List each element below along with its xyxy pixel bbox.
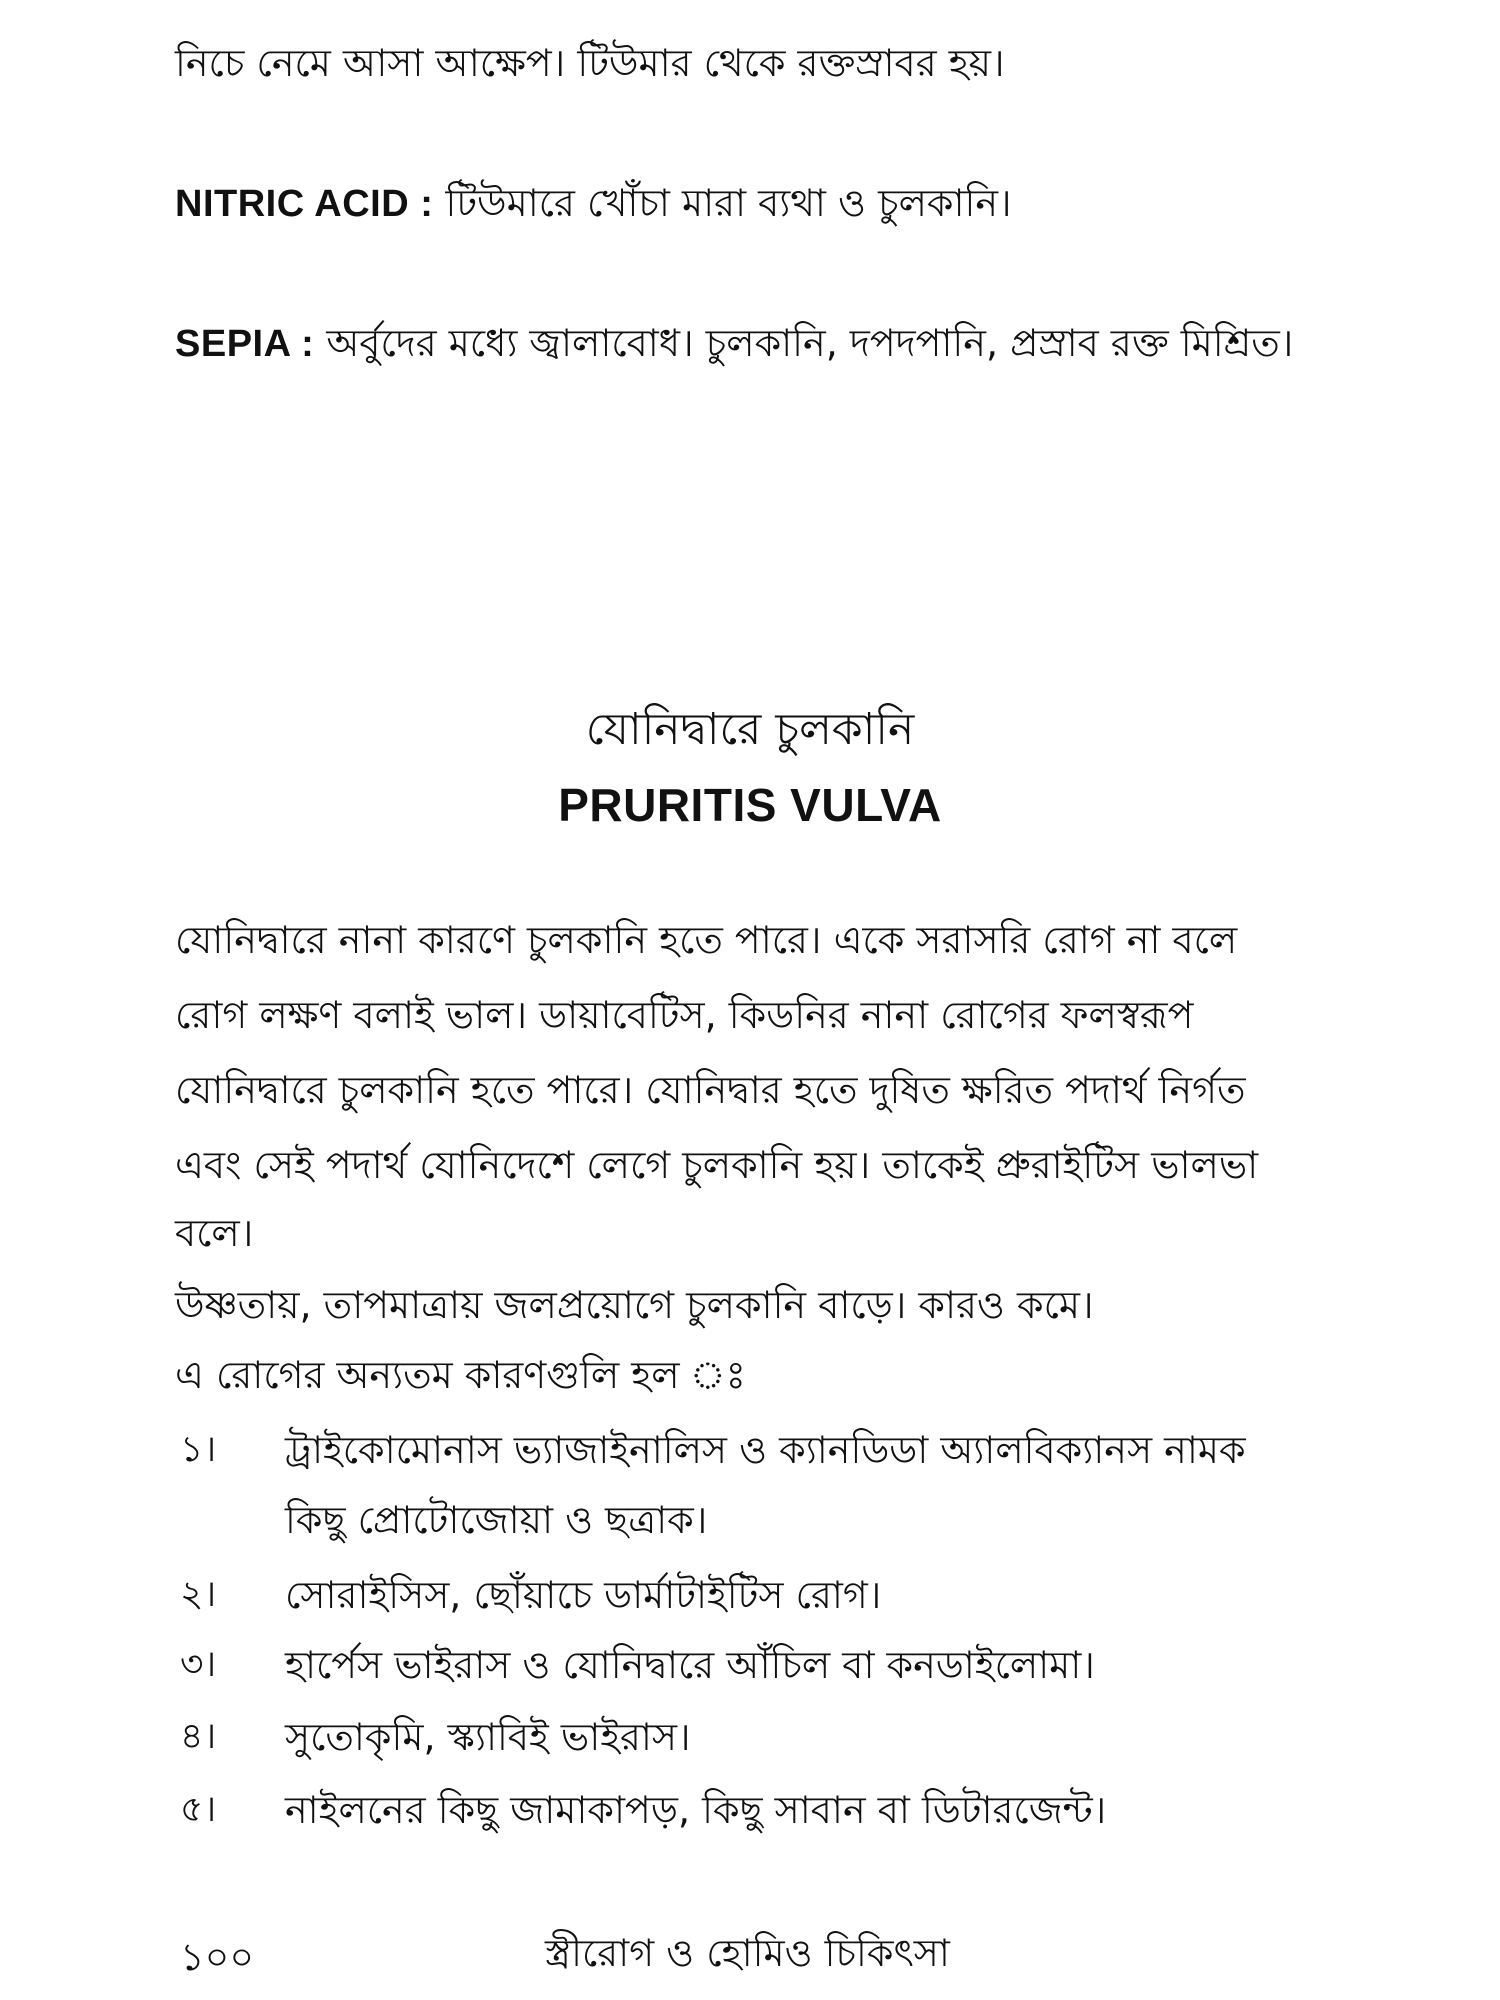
remedy-name: NITRIC ACID : [175, 183, 434, 225]
list-item-number: ২। [180, 1574, 217, 1615]
section-title-english: PRURITIS VULVA [558, 779, 942, 831]
running-footer-title: স্ত্রীরোগ ও হোমিও চিকিৎসা [545, 1931, 950, 1975]
list-item-number: ১। [180, 1429, 217, 1470]
continuation-line: নিচে নেমে আসা আক্ষেপ। টিউমার থেকে রক্তস্রাবর হয়। [175, 41, 1005, 85]
paragraph-line: এবং সেই পদার্থ যোনিদেশে লেগে চুলকানি হয়। তাকেই প্রুরাইটিস ভালভা [175, 1143, 1259, 1187]
paragraph-line: বলে। [175, 1211, 254, 1255]
list-item-text: ট্রাইকোমোনাস ভ্যাজাইনালিস ও ক্যানডিডা অ্যালবিক্যানস নামক [285, 1428, 1246, 1472]
list-item-text: কিছু প্রোটোজোয়া ও ছত্রাক। [285, 1498, 708, 1542]
list-item-text: হার্পেস ভাইরাস ও যোনিদ্বারে আঁচিল বা কনডাইলোমা। [285, 1643, 1095, 1687]
remedy-name: SEPIA : [175, 323, 315, 365]
remedy-description: টিউমারে খোঁচা মারা ব্যথা ও চুলকানি। [433, 181, 1012, 225]
remedy-sepia [175, 318, 1355, 369]
paragraph-line: রোগ লক্ষণ বলাই ভাল। ডায়াবেটিস, কিডনির নানা রোগের ফলস্বরূপ [175, 993, 1194, 1037]
remedy-nitric-acid [175, 178, 1355, 229]
paragraph-line: যোনিদ্বারে চুলকানি হতে পারে। যোনিদ্বার হতে দুষিত ক্ষরিত পদার্থ নির্গত [175, 1068, 1246, 1112]
list-item-number: ৫। [180, 1789, 217, 1830]
list-item-number: ৩। [180, 1644, 217, 1685]
paragraph-line: যোনিদ্বারে নানা কারণে চুলকানি হতে পারে। একে সরাসরি রোগ না বলে [175, 918, 1238, 962]
remedy-description: অর্বুদের মধ্যে জ্বালাবোধ। চুলকানি, দপদপানি, প্রস্রাব রক্ত মিশ্রিত। [314, 321, 1294, 365]
list-item-text: সুতোকৃমি, স্ক্যাবিই ভাইরাস। [285, 1715, 691, 1759]
list-item-text: নাইলনের কিছু জামাকাপড়, কিছু সাবান বা ডিটারজেন্ট। [285, 1788, 1107, 1832]
paragraph-line: এ রোগের অন্যতম কারণগুলি হল ঃ [175, 1353, 746, 1397]
list-item-text: সোরাইসিস, ছোঁয়াচে ডার্মাটাইটিস রোগ। [285, 1573, 882, 1617]
section-title-bengali: যোনিদ্বারে চুলকানি [585, 704, 915, 755]
paragraph-line: উষ্ণতায়, তাপমাত্রায় জলপ্রয়োগে চুলকানি বাড়ে। কারও কমে। [175, 1283, 1094, 1327]
list-item-number: ৪। [180, 1716, 217, 1757]
page-number: ১০০ [180, 1935, 255, 1979]
